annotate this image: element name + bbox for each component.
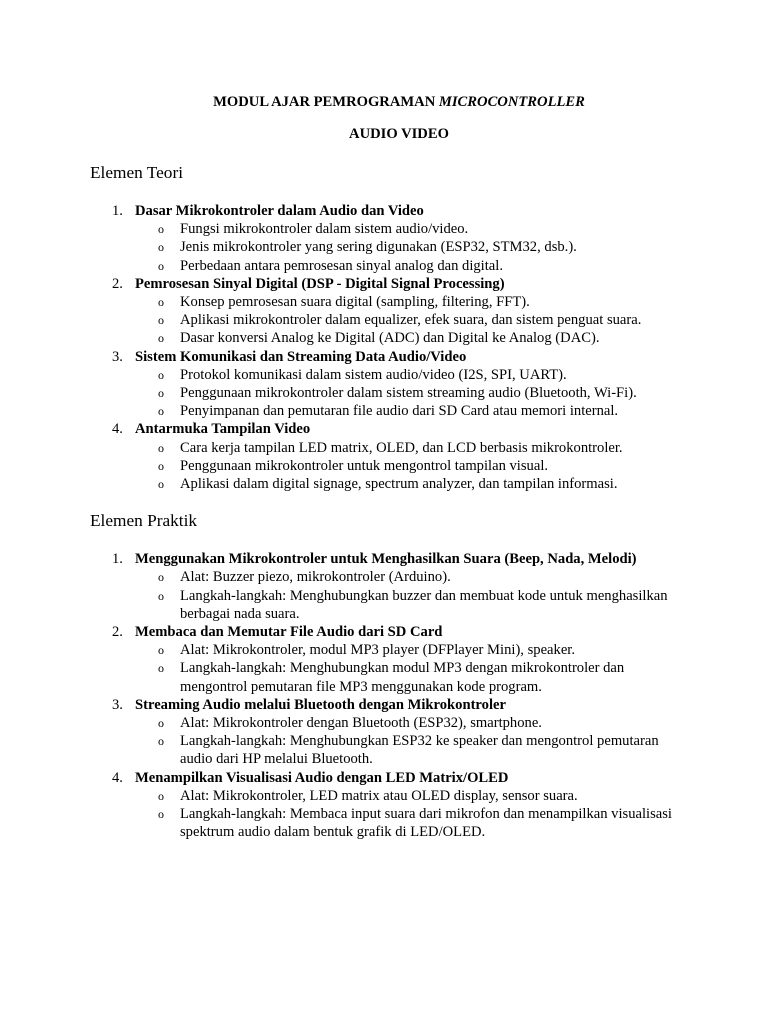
bullet-icon: o (158, 222, 164, 237)
sub-list-item (135, 805, 688, 841)
sub-list-item (135, 293, 688, 311)
sub-list-item-text: Alat: Mikrokontroler, modul MP3 player (DFPlayer Mini), speaker. (180, 642, 576, 659)
list-item-title: Streaming Audio melalui Bluetooth dengan Mikrokontroler (135, 696, 506, 713)
list-item (90, 420, 688, 493)
list-item (90, 275, 688, 348)
sub-list-item (135, 257, 688, 275)
sub-list-item (135, 238, 688, 256)
sub-list (135, 568, 688, 623)
bullet-icon: o (158, 258, 164, 273)
document-subtitle: AUDIO VIDEO (349, 126, 449, 142)
sub-list-item-text: Jenis mikrokontroler yang sering digunakan (ESP32, STM32, dsb.). (180, 239, 577, 256)
bullet-icon: o (158, 477, 164, 492)
list-item-title: Menggunakan Mikrokontroler untuk Menghasilkan Suara (Beep, Nada, Melodi) (135, 551, 637, 568)
sub-list-item (135, 329, 688, 347)
sub-list-item (135, 641, 688, 659)
bullet-icon: o (158, 458, 164, 473)
list-item-number: 1. (112, 551, 123, 568)
bullet-icon: o (158, 716, 164, 731)
list-item-number: 1. (112, 203, 123, 219)
bullet-icon: o (158, 440, 164, 455)
sub-list-item (135, 787, 688, 805)
sub-list (135, 220, 688, 275)
sub-list-item (135, 732, 688, 768)
list-item-title: Dasar Mikrokontroler dalam Audio dan Video (135, 203, 424, 219)
sub-list-item (135, 587, 688, 623)
list-item-number: 4. (112, 769, 123, 786)
sub-list-item (135, 311, 688, 329)
sub-list-item-text: Aplikasi mikrokontroler dalam equalizer, efek suara, dan sistem penguat suara. (180, 312, 642, 329)
list-item-title: Menampilkan Visualisasi Audio dengan LED Matrix/OLED (135, 769, 509, 786)
list-item (90, 202, 688, 275)
sub-list-item-text: Aplikasi dalam digital signage, spectrum analyzer, dan tampilan informasi. (180, 476, 618, 493)
list-item (90, 550, 688, 623)
list-item-title: Membaca dan Memutar File Audio dari SD Card (135, 624, 443, 641)
bullet-icon: o (158, 570, 164, 585)
list-item-title: Sistem Komunikasi dan Streaming Data Audio/Video (135, 348, 467, 365)
bullet-icon: o (158, 588, 164, 603)
sub-list-item (135, 659, 688, 695)
sub-list-item (135, 714, 688, 732)
bullet-icon: o (158, 734, 164, 749)
sub-list-item-text: Konsep pemrosesan suara digital (sampling, filtering, FFT). (180, 294, 530, 311)
sub-list-item-text: Penggunaan mikrokontroler untuk mengontrol tampilan visual. (180, 457, 549, 474)
sub-list-item (135, 384, 688, 402)
sub-list-item-text: Langkah-langkah: Membaca input suara dari mikrofon dan menampilkan visualisasi spektrum audio dalam bentuk grafik di LED/OLED. (180, 806, 672, 841)
sub-list-item-text: Fungsi mikrokontroler dalam sistem audio/video. (180, 221, 469, 238)
list-item-number: 2. (112, 275, 123, 292)
bullet-icon: o (158, 313, 164, 328)
bullet-icon: o (158, 661, 164, 676)
sub-list (135, 641, 688, 696)
sub-list-item-text: Protokol komunikasi dalam sistem audio/video (I2S, SPI, UART). (180, 366, 567, 383)
sub-list-item (135, 475, 688, 493)
sub-list-item-text: Penyimpanan dan pemutaran file audio dari SD Card atau memori internal. (180, 403, 619, 420)
list-item-number: 3. (112, 696, 123, 713)
bullet-icon: o (158, 807, 164, 822)
bullet-icon: o (158, 295, 164, 310)
sub-list (135, 366, 688, 421)
sub-list (135, 293, 688, 348)
bullet-icon: o (158, 386, 164, 401)
sub-list-item-text: Penggunaan mikrokontroler dalam sistem streaming audio (Bluetooth, Wi-Fi). (180, 385, 637, 402)
sub-list-item (135, 568, 688, 586)
bullet-icon: o (158, 367, 164, 382)
sub-list-item (135, 220, 688, 238)
sub-list-item (135, 366, 688, 384)
sub-list-item (135, 457, 688, 475)
sub-list-item-text: Langkah-langkah: Menghubungkan buzzer dan membuat kode untuk menghasilkan berbagai nada suara. (180, 587, 668, 622)
sub-list-item-text: Cara kerja tampilan LED matrix, OLED, dan LCD berbasis mikrokontroler. (180, 439, 623, 456)
bullet-icon: o (158, 331, 164, 346)
sub-list-item-text: Perbedaan antara pemrosesan sinyal analog dan digital. (180, 257, 503, 274)
document-body (90, 163, 688, 842)
sub-list-item (135, 402, 688, 420)
sub-list-item-text: Alat: Mikrokontroler, LED matrix atau OLED display, sensor suara. (180, 787, 578, 804)
sub-list-item-text: Langkah-langkah: Menghubungkan modul MP3 dengan mikrokontroler dan mengontrol pemutaran file MP3 menggunakan kode program. (180, 660, 625, 695)
bullet-icon: o (158, 788, 164, 803)
sub-list (135, 439, 688, 494)
sub-list (135, 787, 688, 842)
list-item (90, 769, 688, 842)
numbered-list (90, 550, 688, 841)
list-item-number: 4. (112, 421, 123, 438)
list-item (90, 348, 688, 421)
sub-list-item-text: Dasar konversi Analog ke Digital (ADC) dan Digital ke Analog (DAC). (180, 330, 600, 347)
numbered-list (90, 202, 688, 493)
bullet-icon: o (158, 404, 164, 419)
list-item (90, 696, 688, 769)
bullet-icon: o (158, 240, 164, 255)
sub-list-item-text: Langkah-langkah: Menghubungkan ESP32 ke speaker dan mengontrol pemutaran audio dari HP melalui Bluetooth. (180, 733, 659, 768)
list-item-title: Antarmuka Tampilan Video (135, 421, 311, 438)
list-item-number: 2. (112, 624, 123, 641)
list-item-title: Pemrosesan Sinyal Digital (DSP - Digital Signal Processing) (135, 275, 505, 292)
list-item (90, 623, 688, 696)
sub-list-item-text: Alat: Mikrokontroler dengan Bluetooth (ESP32), smartphone. (180, 715, 542, 732)
sub-list-item-text: Alat: Buzzer piezo, mikrokontroler (Arduino). (180, 569, 451, 586)
document-title-italic: MICROCONTROLLER (438, 94, 585, 110)
document-title (90, 93, 688, 111)
sub-list-item (135, 439, 688, 457)
document-title-text: MODUL AJAR PEMROGRAMAN (213, 94, 439, 110)
bullet-icon: o (158, 643, 164, 658)
sub-list (135, 714, 688, 769)
section-heading: Elemen Praktik (90, 511, 198, 531)
list-item-number: 3. (112, 348, 123, 365)
section-heading: Elemen Teori (90, 163, 184, 182)
